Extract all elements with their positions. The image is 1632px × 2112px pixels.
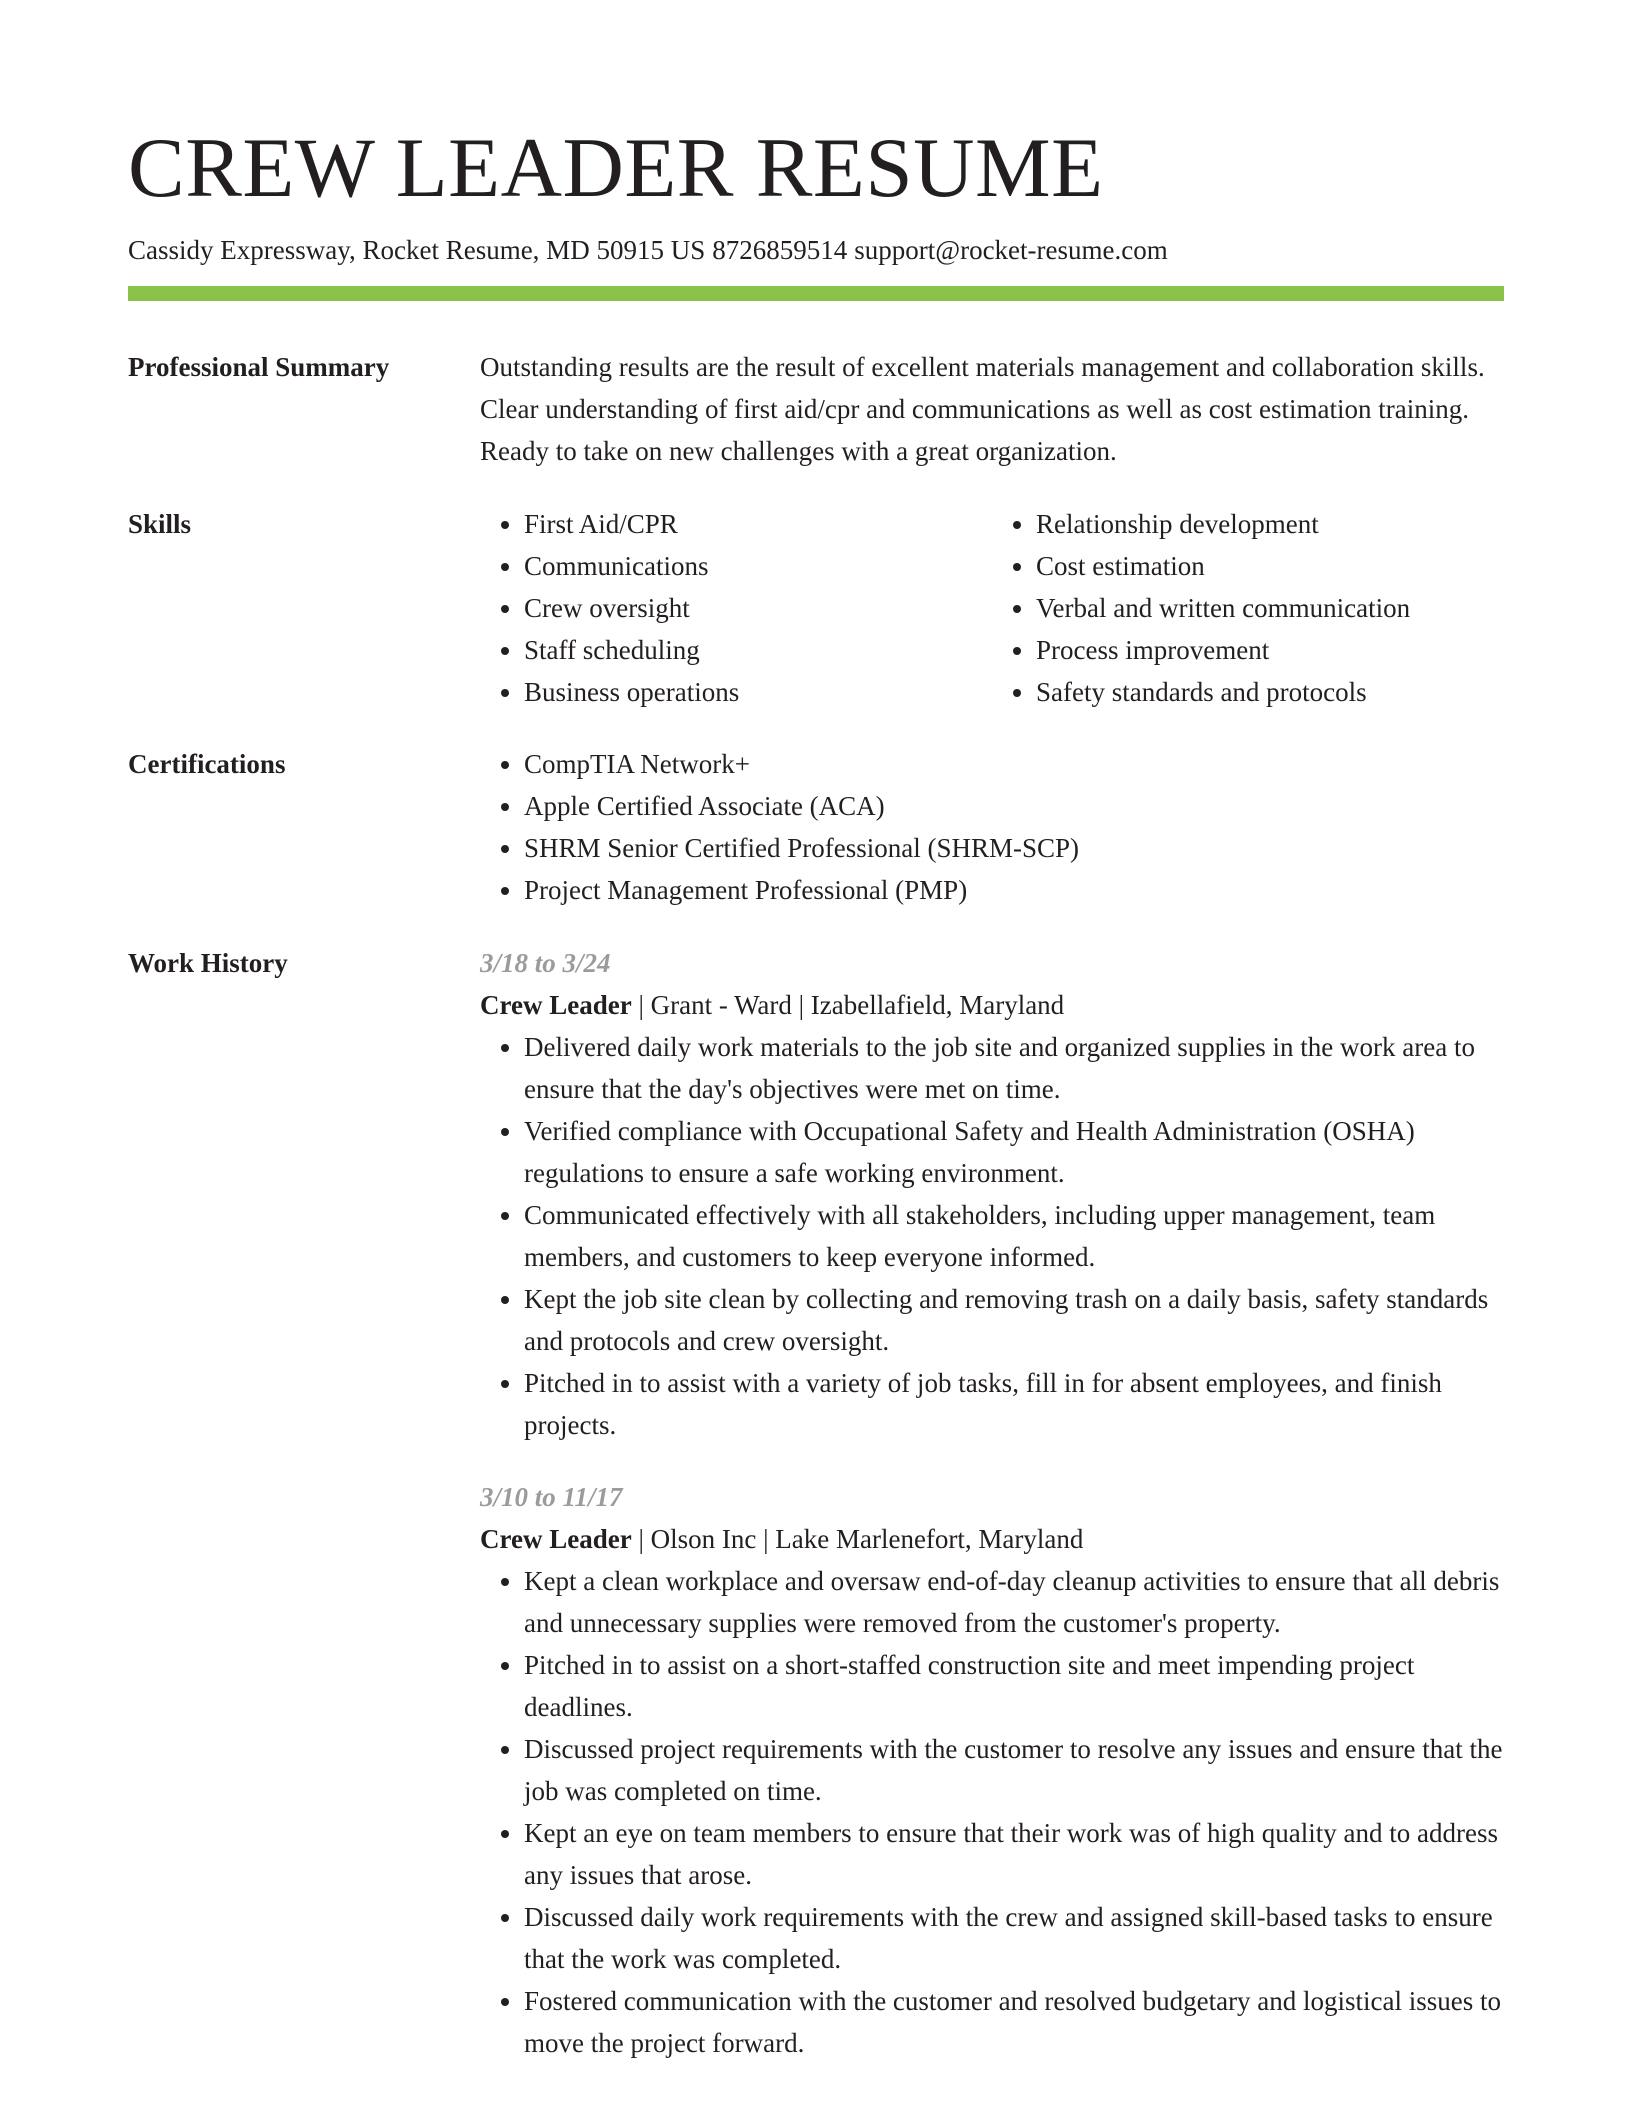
skill-item: • Relationship development (1036, 503, 1504, 545)
skill-item: • First Aid/CPR (524, 503, 992, 545)
certifications-label: Certifications (128, 749, 286, 779)
certification-item: • SHRM Senior Certified Professional (SHRM-SCP) (524, 827, 1504, 869)
job-entry (480, 942, 1504, 1446)
job-bullet: • Discussed project requirements with the customer to resolve any issues and ensure that the job was completed on time. (524, 1728, 1504, 1812)
job-dates: 3/10 to 11/17 (480, 1482, 623, 1512)
summary-text: Outstanding results are the result of excellent materials management and collaboration skills. Clear understanding of first aid/cpr and communications as well as cost estimation training. Ready to take on new challenges with a great organization. (480, 352, 1485, 466)
job-bullet: • Kept an eye on team members to ensure that their work was of high quality and to address any issues that arose. (524, 1812, 1504, 1896)
summary-label: Professional Summary (128, 352, 390, 382)
skill-item: • Process improvement (1036, 629, 1504, 671)
skills-column-1 (480, 503, 992, 713)
skill-item: • Communications (524, 545, 992, 587)
skills-label: Skills (128, 509, 192, 539)
job-heading (480, 984, 1504, 1026)
certifications-body (480, 743, 1504, 911)
skill-item: • Crew oversight (524, 587, 992, 629)
contact-email: support@rocket-resume.com (854, 235, 1168, 265)
job-dates: 3/18 to 3/24 (480, 948, 611, 978)
header-accent-rule (128, 286, 1504, 301)
summary-body (480, 346, 1504, 472)
job-entry (480, 1476, 1504, 2064)
job-bullet: • Kept the job site clean by collecting and removing trash on a daily basis, safety standards and protocols and crew oversight. (524, 1278, 1504, 1362)
job-bullet: • Fostered communication with the customer and resolved budgetary and logistical issues to move the project forward. (524, 1980, 1504, 2064)
job-bullet: • Communicated effectively with all stakeholders, including upper management, team members, and customers to keep everyone informed. (524, 1194, 1504, 1278)
certification-item: • CompTIA Network+ (524, 743, 1504, 785)
job-bullet: • Verified compliance with Occupational Safety and Health Administration (OSHA) regulations to ensure a safe working environment. (524, 1110, 1504, 1194)
job-bullet: • Kept a clean workplace and oversaw end-of-day cleanup activities to ensure that all debris and unnecessary supplies were removed from the customer's property. (524, 1560, 1504, 1644)
skill-item: • Verbal and written communication (1036, 587, 1504, 629)
certifications-list (480, 743, 1504, 911)
certification-item: • Apple Certified Associate (ACA) (524, 785, 1504, 827)
resume-title: CREW LEADER RESUME (128, 121, 1104, 215)
job-details: | Olson Inc | Lake Marlenefort, Maryland (631, 1524, 1084, 1554)
skill-item: • Business operations (524, 671, 992, 713)
skills-body (480, 503, 1504, 713)
certification-item: • Project Management Professional (PMP) (524, 869, 1504, 911)
job-bullets (480, 1026, 1504, 1446)
job-title: Crew Leader (480, 990, 632, 1020)
job-bullet: • Delivered daily work materials to the job site and organized supplies in the work area to ensure that the day's objectives were met on time. (524, 1026, 1504, 1110)
contact-phone: 8726859514 (712, 235, 848, 265)
contact-address: Cassidy Expressway, Rocket Resume, MD 50915 US (128, 235, 706, 265)
job-details: | Grant - Ward | Izabellafield, Maryland (631, 990, 1065, 1020)
job-bullet: • Discussed daily work requirements with the crew and assigned skill-based tasks to ensure that the work was completed. (524, 1896, 1504, 1980)
skill-item: • Cost estimation (1036, 545, 1504, 587)
work-history-body (480, 942, 1504, 2064)
work-history-label: Work History (128, 948, 288, 978)
skill-item: • Staff scheduling (524, 629, 992, 671)
job-bullet: • Pitched in to assist with a variety of job tasks, fill in for absent employees, and finish projects. (524, 1362, 1504, 1446)
skills-column-2 (992, 503, 1504, 713)
job-title: Crew Leader (480, 1524, 632, 1554)
job-bullets (480, 1560, 1504, 2064)
skill-item: • Safety standards and protocols (1036, 671, 1504, 713)
contact-line (128, 230, 1168, 270)
job-bullet: • Pitched in to assist on a short-staffed construction site and meet impending project deadlines. (524, 1644, 1504, 1728)
job-heading (480, 1518, 1504, 1560)
